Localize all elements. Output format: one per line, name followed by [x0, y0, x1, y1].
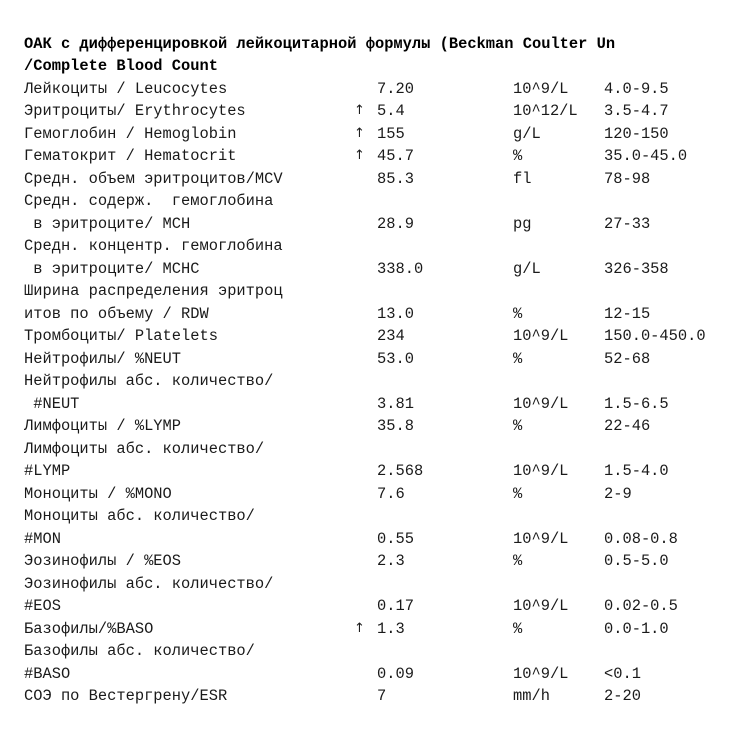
row-unit: %: [513, 147, 523, 165]
row-reference-range: 12-15: [604, 304, 651, 323]
row-value: 3.81: [377, 394, 414, 413]
row-name: итов по объему / RDW: [24, 304, 209, 323]
row-reference-range: 326-358: [604, 259, 669, 278]
row-name: Средн. объем эритроцитов/MCV: [24, 169, 283, 188]
row-value: 2.3: [377, 552, 405, 570]
high-flag-icon: ↑: [354, 125, 365, 141]
row-value: 0.09: [377, 664, 414, 683]
row-name: #BASO: [24, 664, 71, 683]
report-subtitle: /Complete Blood Count: [24, 57, 218, 75]
result-row: [0, 595, 743, 618]
row-name: Эритроциты/ Erythrocytes: [24, 102, 246, 120]
row-name: в эритроците/ MCH: [24, 214, 191, 233]
result-row: [0, 528, 743, 551]
row-reference-range: 2-20: [604, 687, 641, 705]
row-name: Лимфоциты / %LYMP: [24, 417, 182, 435]
row-unit: pg: [513, 214, 532, 233]
row-name: Базофилы/%BASO: [24, 619, 154, 638]
row-value: 7: [377, 687, 387, 705]
row-name: Средн. концентр. гемоглобина: [24, 237, 283, 255]
row-reference-range: 52-68: [604, 349, 651, 368]
result-row: [0, 505, 743, 528]
row-value: 338.0: [377, 259, 424, 278]
result-row: [0, 190, 743, 213]
result-row: [0, 393, 743, 416]
row-name: Средн. содерж. гемоглобина: [24, 192, 274, 210]
row-value: 35.8: [377, 417, 414, 435]
result-row: [0, 78, 743, 101]
row-reference-range: 120-150: [604, 124, 669, 143]
row-name: #EOS: [24, 597, 61, 615]
row-name: Нейтрофилы абс. количество/: [24, 372, 274, 390]
result-row: [0, 483, 743, 506]
row-value: 1.3: [377, 619, 405, 638]
row-name: Ширина распределения эритроц: [24, 282, 283, 300]
row-reference-range: 0.02-0.5: [604, 597, 678, 615]
row-value: 7.6: [377, 484, 405, 503]
row-value: 2.568: [377, 462, 424, 480]
row-name: СОЭ по Вестергрену/ESR: [24, 687, 228, 705]
row-unit: mm/h: [513, 687, 550, 705]
row-reference-range: 1.5-6.5: [604, 394, 669, 413]
result-row: [0, 168, 743, 191]
row-unit: g/L: [513, 259, 541, 278]
result-row: [0, 348, 743, 371]
result-row: [0, 573, 743, 596]
row-value: 7.20: [377, 79, 414, 98]
result-row: [0, 325, 743, 348]
result-row: [0, 370, 743, 393]
row-unit: %: [513, 484, 523, 503]
row-reference-range: 1.5-4.0: [604, 462, 669, 480]
row-unit: 10^9/L: [513, 79, 569, 98]
result-row: [0, 438, 743, 461]
row-value: 155: [377, 124, 405, 143]
row-name: #LYMP: [24, 462, 71, 480]
row-unit: 10^9/L: [513, 394, 569, 413]
result-row: [0, 303, 743, 326]
result-row: [0, 618, 743, 641]
row-value: 53.0: [377, 349, 414, 368]
row-reference-range: 0.0-1.0: [604, 619, 669, 638]
row-unit: 10^12/L: [513, 102, 578, 120]
row-name: Эозинофилы абс. количество/: [24, 574, 274, 593]
row-reference-range: 27-33: [604, 214, 651, 233]
row-name: Нейтрофилы/ %NEUT: [24, 349, 182, 368]
row-name: Эозинофилы / %EOS: [24, 552, 182, 570]
row-reference-range: 2-9: [604, 484, 632, 503]
result-row: [0, 235, 743, 258]
result-row: [0, 280, 743, 303]
row-reference-range: 4.0-9.5: [604, 79, 669, 98]
row-reference-range: 0.08-0.8: [604, 529, 678, 548]
row-value: 5.4: [377, 102, 405, 120]
row-value: 85.3: [377, 169, 414, 188]
result-row: [0, 213, 743, 236]
row-value: 0.55: [377, 529, 414, 548]
result-row: [0, 415, 743, 438]
row-reference-range: 150.0-450.0: [604, 327, 706, 345]
row-name: Гематокрит / Hematocrit: [24, 147, 237, 165]
row-unit: g/L: [513, 124, 541, 143]
row-reference-range: 0.5-5.0: [604, 552, 669, 570]
row-unit: 10^9/L: [513, 529, 569, 548]
row-value: 13.0: [377, 304, 414, 323]
result-row: [0, 550, 743, 573]
row-value: 28.9: [377, 214, 414, 233]
result-row: [0, 123, 743, 146]
result-row: [0, 663, 743, 686]
row-name: Лимфоциты абс. количество/: [24, 439, 265, 458]
row-unit: fl: [513, 169, 532, 188]
report-title: ОАК с дифференцировкой лейкоцитарной формулы (Beckman Coulter Un: [24, 35, 616, 53]
result-row: [0, 640, 743, 663]
result-row: [0, 100, 743, 123]
row-name: в эритроците/ MCHC: [24, 259, 200, 278]
row-unit: %: [513, 349, 523, 368]
high-flag-icon: ↑: [354, 103, 365, 118]
row-reference-range: 3.5-4.7: [604, 102, 669, 120]
row-reference-range: 78-98: [604, 169, 651, 188]
row-reference-range: 35.0-45.0: [604, 147, 688, 165]
row-unit: %: [513, 619, 523, 638]
row-unit: 10^9/L: [513, 597, 569, 615]
result-row: [0, 145, 743, 168]
row-name: #MON: [24, 529, 61, 548]
row-name: Гемоглобин / Hemoglobin: [24, 124, 237, 143]
row-value: 0.17: [377, 597, 414, 615]
row-unit: 10^9/L: [513, 327, 569, 345]
row-name: Лейкоциты / Leucocytes: [24, 79, 228, 98]
row-unit: %: [513, 304, 523, 323]
row-unit: 10^9/L: [513, 664, 569, 683]
result-row: [0, 460, 743, 483]
row-name: Базофилы абс. количество/: [24, 642, 255, 660]
row-name: Моноциты абс. количество/: [24, 507, 255, 525]
row-name: Тромбоциты/ Platelets: [24, 327, 218, 345]
high-flag-icon: ↑: [354, 148, 365, 163]
row-unit: 10^9/L: [513, 462, 569, 480]
row-name: #NEUT: [24, 394, 80, 413]
row-unit: %: [513, 552, 523, 570]
row-name: Моноциты / %MONO: [24, 484, 172, 503]
row-value: 234: [377, 327, 405, 345]
result-row: [0, 258, 743, 281]
row-value: 45.7: [377, 147, 414, 165]
result-row: [0, 685, 743, 708]
row-reference-range: <0.1: [604, 664, 641, 683]
row-reference-range: 22-46: [604, 417, 651, 435]
row-unit: %: [513, 417, 523, 435]
high-flag-icon: ↑: [354, 620, 365, 636]
